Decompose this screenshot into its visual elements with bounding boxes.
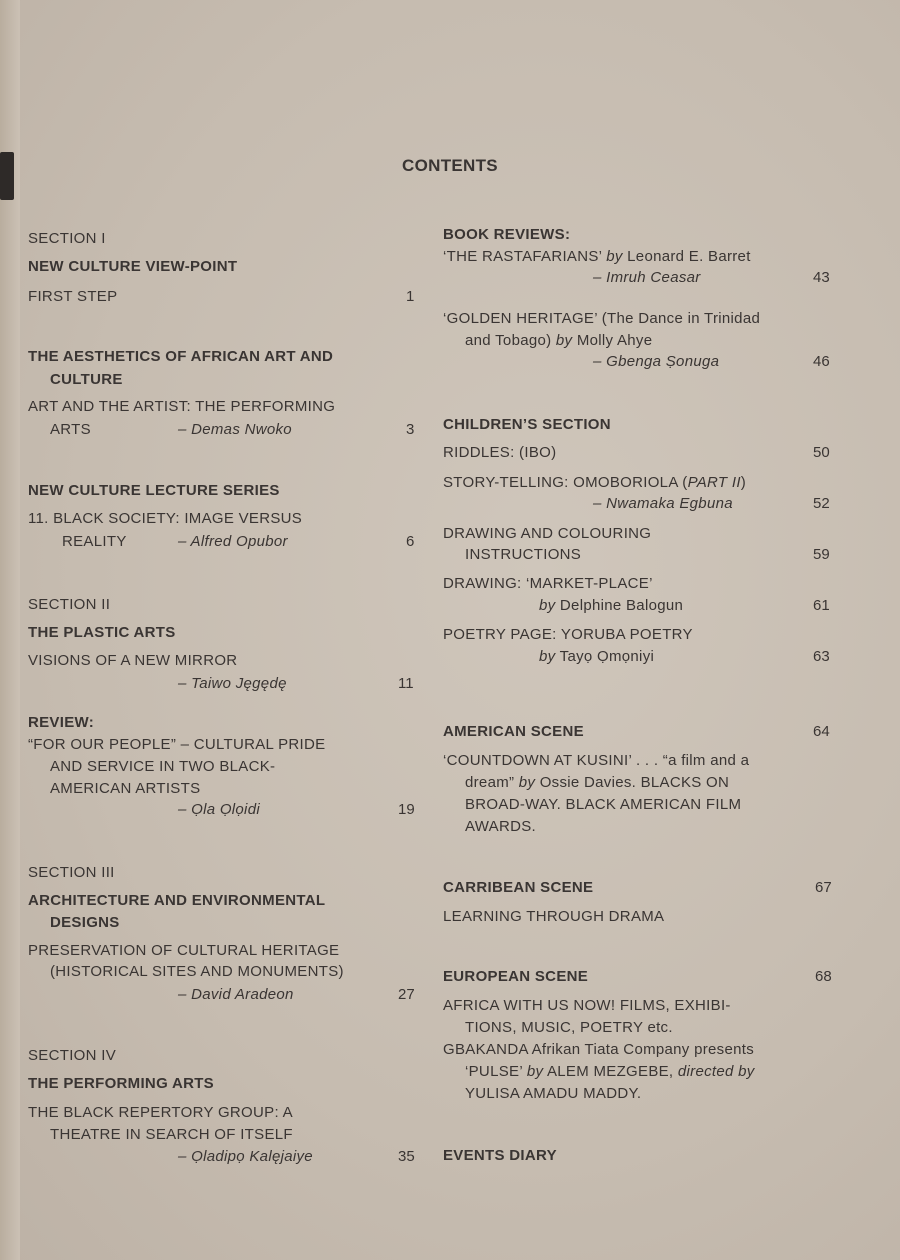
toc-entry-author: – Ọladipọ Kalęjaiye (178, 1148, 313, 1165)
section-label: SECTION IV (28, 1047, 117, 1064)
section-heading: CARRIBEAN SCENE (443, 879, 594, 896)
story-part: PART II (687, 474, 741, 491)
page-number: 11 (398, 675, 414, 692)
toc-entry-author: – David Aradeon (178, 986, 294, 1003)
book-title: and Tobago) (465, 332, 552, 349)
toc-entry-title: (HISTORICAL SITES AND MONUMENTS) (50, 963, 344, 980)
section-heading: AMERICAN SCENE (443, 723, 584, 740)
toc-entry-author: – Nwamaka Egbuna (593, 495, 733, 512)
page-number: 67 (815, 879, 832, 896)
toc-entry-author: – Imruh Ceasar (593, 269, 701, 286)
section-heading: THE AESTHETICS OF AFRICAN ART AND (28, 348, 334, 365)
toc-entry-title: DRAWING AND COLOURING (443, 525, 652, 542)
page-number: 43 (813, 269, 830, 286)
toc-entry-title: TIONS, MUSIC, POETRY etc. (465, 1019, 673, 1036)
section-heading: DESIGNS (50, 914, 120, 931)
page-number: 50 (813, 444, 830, 461)
work-title: ‘PULSE’ (465, 1063, 523, 1080)
directed-by-label: directed by (677, 1063, 755, 1080)
page-number: 19 (398, 801, 415, 818)
author-text: ALEM MEZGEBE, (546, 1063, 674, 1080)
page-number: 1 (406, 288, 415, 305)
author-name: Tayọ Ọmọniyi (559, 648, 655, 665)
toc-entry-title (465, 332, 652, 349)
toc-entry-title (443, 474, 746, 491)
page-number: 27 (398, 986, 415, 1003)
page-number: 35 (398, 1148, 415, 1165)
toc-entry-author (539, 648, 654, 665)
toc-entry-title: AND SERVICE IN TWO BLACK- (50, 758, 276, 775)
toc-entry-title: DRAWING: ‘MARKET-PLACE’ (443, 575, 653, 592)
section-heading: EVENTS DIARY (443, 1147, 557, 1164)
toc-entry-title: PRESERVATION OF CULTURAL HERITAGE (28, 942, 340, 959)
page-number: 63 (813, 648, 830, 665)
book-title: ‘THE RASTAFARIANS’ (443, 248, 602, 265)
page-number: 52 (813, 495, 830, 512)
toc-entry-title: ARTS (50, 421, 91, 438)
toc-entry-title: INSTRUCTIONS (465, 546, 582, 563)
toc-entry-title: AWARDS. (465, 818, 536, 835)
section-heading: BOOK REVIEWS: (443, 226, 571, 243)
page-number: 61 (813, 597, 830, 614)
toc-entry-author: – Gbenga Ṣonuga (593, 353, 720, 370)
toc-entry-title: “FOR OUR PEOPLE” – CULTURAL PRIDE (28, 736, 326, 753)
page-number: 68 (815, 968, 832, 985)
by-label: by (555, 332, 573, 349)
toc-entry-author (539, 597, 683, 614)
toc-entry-title: VISIONS OF A NEW MIRROR (28, 652, 238, 669)
page-number: 59 (813, 546, 830, 563)
toc-entry-title: BROAD-WAY. BLACK AMERICAN FILM (465, 796, 742, 813)
toc-entry-author: – Alfred Opubor (178, 533, 288, 550)
story-close: ) (740, 474, 747, 491)
section-label: SECTION III (28, 864, 115, 881)
page-title: CONTENTS (402, 156, 498, 175)
toc-entry-title: THE BLACK REPERTORY GROUP: A (28, 1104, 293, 1121)
toc-entry-title (465, 1063, 755, 1080)
section-heading: REVIEW: (28, 714, 94, 731)
toc-entry-title (465, 774, 729, 791)
toc-entry-title: ‘COUNTDOWN AT KUSINI’ . . . “a film and a (443, 752, 750, 769)
author-text: Ossie Davies. BLACKS ON (539, 774, 730, 791)
section-heading: THE PERFORMING ARTS (28, 1075, 214, 1092)
book-author: Leonard E. Barret (627, 248, 751, 265)
section-heading: CHILDREN’S SECTION (443, 416, 611, 433)
quote-text: dream” (465, 774, 515, 791)
by-label: by (526, 1063, 544, 1080)
section-heading: ARCHITECTURE AND ENVIRONMENTAL (28, 892, 326, 909)
toc-entry-title: FIRST STEP (28, 288, 118, 305)
section-heading: NEW CULTURE VIEW-POINT (28, 258, 238, 275)
section-label: SECTION I (28, 230, 106, 247)
section-heading: EUROPEAN SCENE (443, 968, 589, 985)
author-name: Delphine Balogun (559, 597, 684, 614)
toc-entry-title: AFRICA WITH US NOW! FILMS, EXHIBI- (443, 997, 731, 1014)
toc-entry-title: ‘GOLDEN HERITAGE’ (The Dance in Trinidad (443, 310, 761, 327)
story-title: STORY-TELLING: OMOBORIOLA ( (443, 474, 688, 491)
toc-entry-author: – Demas Nwoko (178, 421, 292, 438)
page-number: 46 (813, 353, 830, 370)
toc-entry-author: – Taiwo Jęgędę (178, 675, 287, 692)
by-label: by (518, 774, 536, 791)
section-heading: NEW CULTURE LECTURE SERIES (28, 482, 280, 499)
toc-entry-title: GBAKANDA Afrikan Tiata Company presents (443, 1041, 755, 1058)
toc-entry-title: LEARNING THROUGH DRAMA (443, 908, 665, 925)
by-label: by (606, 248, 623, 265)
page-number: 3 (406, 421, 415, 438)
toc-entry-title: AMERICAN ARTISTS (50, 780, 201, 797)
toc-entry-title: ART AND THE ARTIST: THE PERFORMING (28, 398, 336, 415)
page-number: 64 (813, 723, 830, 740)
toc-entry-title: YULISA AMADU MADDY. (465, 1085, 642, 1102)
section-label: SECTION II (28, 596, 111, 613)
toc-entry-title: THEATRE IN SEARCH OF ITSELF (50, 1126, 293, 1143)
toc-entry-title: REALITY (62, 533, 127, 550)
toc-entry-author: – Ọla Ọlọidi (178, 801, 260, 818)
section-heading: CULTURE (50, 371, 123, 388)
by-label: by (539, 597, 556, 614)
section-heading: THE PLASTIC ARTS (28, 624, 176, 641)
page-number: 6 (406, 533, 415, 550)
by-label: by (539, 648, 556, 665)
book-author: Molly Ahye (576, 332, 653, 349)
toc-entry-title (443, 248, 751, 265)
toc-entry-title: RIDDLES: (IBO) (443, 444, 557, 461)
toc-entry-title: 11. BLACK SOCIETY: IMAGE VERSUS (28, 510, 303, 527)
toc-entry-title: POETRY PAGE: YORUBA POETRY (443, 626, 693, 643)
